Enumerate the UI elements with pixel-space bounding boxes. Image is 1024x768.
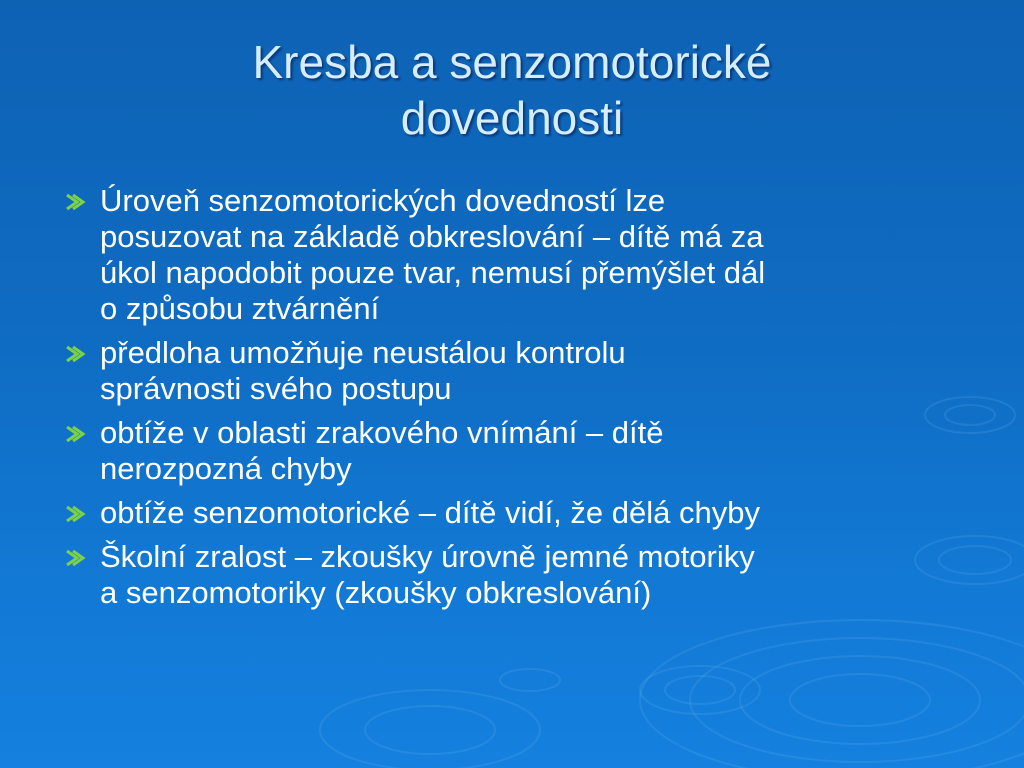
- arrow-right-icon: [64, 424, 86, 444]
- arrow-right-icon: [64, 192, 86, 212]
- bullet-3-line-1: obtíže v oblasti zrakového vnímání – dítě: [100, 415, 664, 450]
- bullet-1-line-1: Úroveň senzomotorických dovedností lze: [100, 183, 666, 218]
- bullet-2-line-1: předloha umožňuje neustálou kontrolu: [100, 335, 626, 370]
- bullet-5-line-1: Školní zralost – zkoušky úrovně jemné motoriky: [100, 539, 755, 574]
- title-line-2: dovednosti: [400, 92, 624, 144]
- bullet-item-5: [62, 539, 962, 611]
- bullet-4-line-1: obtíže senzomotorické – dítě vidí, že dělá chyby: [100, 495, 760, 530]
- bullet-list: [62, 183, 962, 619]
- bullet-item-3: [62, 415, 962, 487]
- title-line-1: Kresba a senzomotorické: [252, 36, 772, 88]
- arrow-right-icon: [64, 344, 86, 364]
- bullet-item-1: [62, 183, 962, 327]
- bullet-3-line-2: nerozpozná chyby: [100, 451, 352, 486]
- bullet-2-line-2: správnosti svého postupu: [100, 371, 452, 406]
- bullet-item-2: [62, 335, 962, 407]
- bullet-1-line-2: posuzovat na základě obkreslování – dítě má za: [100, 219, 764, 254]
- arrow-right-icon: [64, 548, 86, 568]
- bullet-item-4: [62, 495, 962, 531]
- bullet-1-line-3: úkol napodobit pouze tvar, nemusí přemýšlet dál: [100, 255, 766, 290]
- slide-title: [60, 34, 964, 146]
- bullet-5-line-2: a senzomotoriky (zkoušky obkreslování): [100, 575, 652, 610]
- bullet-1-line-4: o způsobu ztvárnění: [100, 291, 380, 326]
- arrow-right-icon: [64, 504, 86, 524]
